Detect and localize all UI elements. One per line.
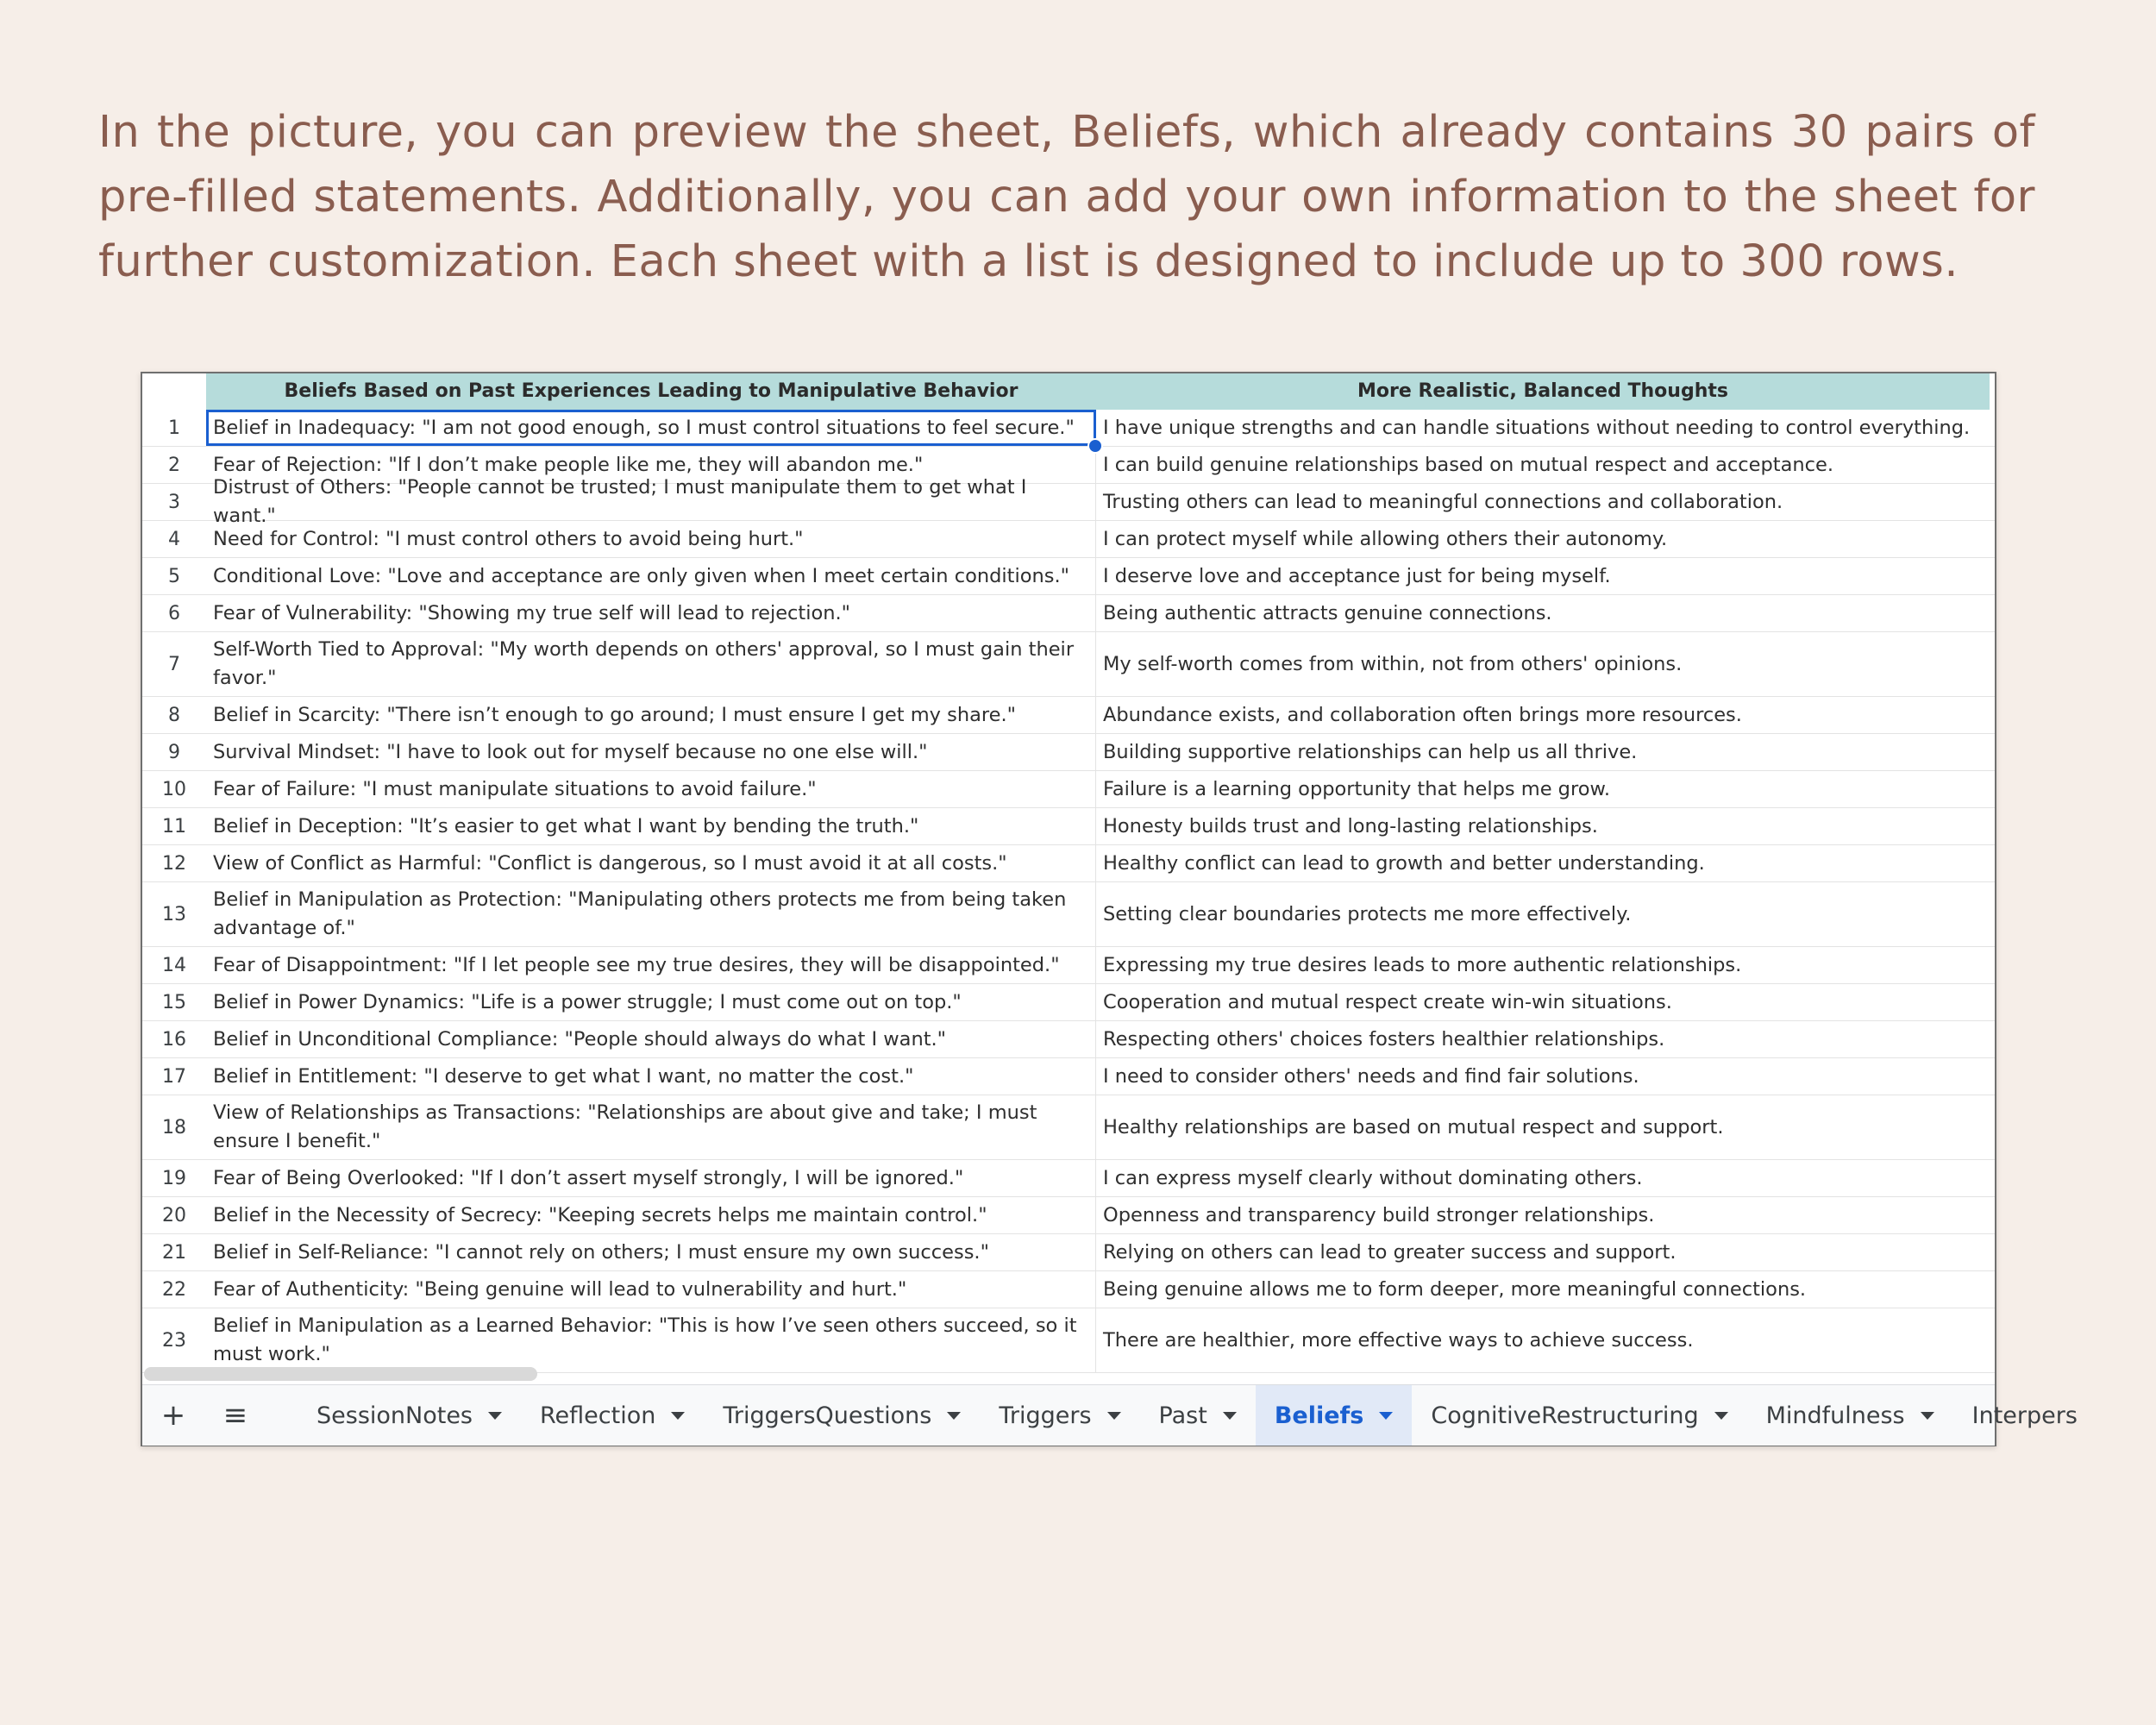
balanced-thought-text: Openness and transparency build stronger relationships. [1103, 1203, 1655, 1226]
belief-text: Distrust of Others: "People cannot be trusted; I must manipulate them to get what I want." [213, 476, 1027, 527]
balanced-thought-cell[interactable] [1096, 410, 1990, 446]
balanced-thought-cell[interactable] [1096, 1160, 1990, 1196]
belief-text: Belief in Inadequacy: "I am not good enough, so I must control situations to feel secure." [213, 416, 1075, 439]
chevron-down-icon[interactable] [1107, 1412, 1121, 1420]
balanced-thought-cell[interactable] [1096, 632, 1990, 696]
balanced-thought-cell[interactable] [1096, 984, 1990, 1020]
belief-cell[interactable] [206, 1308, 1096, 1372]
table-row [142, 558, 1995, 595]
fill-handle[interactable] [1087, 438, 1103, 454]
belief-text: Belief in Scarcity: "There isn’t enough to go around; I must ensure I get my share." [213, 703, 1016, 726]
tab-label: Triggers [999, 1402, 1092, 1429]
balanced-thought-text: My self-worth comes from within, not from others' opinions. [1103, 652, 1683, 675]
belief-cell[interactable] [206, 1160, 1096, 1196]
balanced-thought-text: Building supportive relationships can help us all thrive. [1103, 740, 1638, 763]
belief-cell[interactable] [206, 947, 1096, 983]
belief-text: Belief in Entitlement: "I deserve to get what I want, no matter the cost." [213, 1064, 914, 1088]
sheet-tabs [298, 1385, 2096, 1446]
tab-mindfulness[interactable] [1747, 1385, 1953, 1446]
belief-text: View of Conflict as Harmful: "Conflict is dangerous, so I must avoid it at all costs." [213, 851, 1007, 875]
row-number[interactable]: 13 [162, 903, 186, 925]
table-row [142, 984, 1995, 1021]
balanced-thought-cell[interactable] [1096, 447, 1990, 483]
belief-text: Belief in Self-Reliance: "I cannot rely on others; I must ensure my own success." [213, 1240, 989, 1264]
balanced-thought-text: Setting clear boundaries protects me more effectively. [1103, 902, 1632, 925]
belief-cell[interactable] [206, 632, 1096, 696]
row-number[interactable]: 3 [168, 491, 180, 513]
belief-cell[interactable] [206, 521, 1096, 557]
belief-cell[interactable] [206, 984, 1096, 1020]
intro-paragraph: In the picture, you can preview the sheet, Beliefs, which already contains 30 pairs of pre-filled statements. Additionally, you can add your own information to the sheet for further customization. Each sheet with a list is designed to include up to 300 rows. [98, 107, 2035, 287]
table-row [142, 734, 1995, 771]
tab-cognitiverestructuring[interactable] [1412, 1385, 1746, 1446]
tab-past[interactable] [1140, 1385, 1256, 1446]
chevron-down-icon[interactable] [1714, 1412, 1728, 1420]
belief-text: Belief in Power Dynamics: "Life is a power struggle; I must come out on top." [213, 990, 962, 1013]
belief-cell[interactable] [206, 1271, 1096, 1308]
balanced-thought-text: Failure is a learning opportunity that helps me grow. [1103, 777, 1610, 800]
tab-interpers[interactable] [1953, 1385, 2096, 1446]
belief-text: Belief in Manipulation as a Learned Behavior: "This is how I’ve seen others succeed, so it must work." [213, 1314, 1077, 1365]
tab-beliefs[interactable] [1256, 1385, 1413, 1446]
belief-cell[interactable] [206, 476, 1096, 527]
table-row [142, 1095, 1995, 1160]
chevron-down-icon[interactable] [1223, 1412, 1237, 1420]
table-row [142, 632, 1995, 697]
row-number[interactable]: 9 [168, 741, 180, 763]
row-number[interactable]: 23 [162, 1329, 186, 1352]
row-number[interactable]: 4 [168, 528, 180, 550]
balanced-thought-text: I deserve love and acceptance just for being myself. [1103, 564, 1611, 587]
belief-text: Fear of Being Overlooked: "If I don’t assert myself strongly, I will be ignored." [213, 1166, 964, 1189]
balanced-thought-cell[interactable] [1096, 1197, 1990, 1233]
belief-text: Conditional Love: "Love and acceptance are only given when I meet certain conditions." [213, 564, 1069, 587]
balanced-thought-text: Healthy relationships are based on mutual respect and support. [1103, 1115, 1724, 1138]
row-number[interactable]: 2 [168, 454, 180, 476]
balanced-thought-cell[interactable] [1096, 734, 1990, 770]
belief-cell[interactable] [206, 1058, 1096, 1095]
header-balanced-thoughts[interactable]: More Realistic, Balanced Thoughts [1096, 373, 1990, 410]
belief-cell[interactable] [206, 1197, 1096, 1233]
belief-cell[interactable] [206, 808, 1096, 844]
belief-cell[interactable] [206, 410, 1096, 446]
balanced-thought-cell[interactable] [1096, 947, 1990, 983]
belief-text: Belief in Manipulation as Protection: "Manipulating others protects me from being taken advantage of." [213, 888, 1067, 939]
belief-text: Need for Control: "I must control others to avoid being hurt." [213, 527, 804, 550]
balanced-thought-cell[interactable] [1096, 1234, 1990, 1270]
row-number[interactable]: 16 [162, 1028, 186, 1051]
row-number[interactable]: 22 [162, 1278, 186, 1301]
belief-text: Belief in Deception: "It’s easier to get what I want by bending the truth." [213, 814, 919, 837]
belief-text: Belief in the Necessity of Secrecy: "Keeping secrets helps me maintain control." [213, 1203, 987, 1226]
tab-sessionnotes[interactable] [298, 1385, 521, 1446]
row-number[interactable]: 11 [162, 815, 186, 837]
table-row [142, 882, 1995, 947]
table-row [142, 1197, 1995, 1234]
table-row [142, 410, 1995, 447]
row-number[interactable]: 8 [168, 704, 180, 726]
chevron-down-icon[interactable] [1921, 1412, 1934, 1420]
tab-reflection[interactable] [521, 1385, 704, 1446]
table-row [142, 771, 1995, 808]
balanced-thought-cell[interactable] [1096, 808, 1990, 844]
table-row [142, 1308, 1995, 1373]
balanced-thought-text: There are healthier, more effective ways to achieve success. [1103, 1328, 1694, 1352]
table-row [142, 1234, 1995, 1271]
table-row [142, 595, 1995, 632]
balanced-thought-cell[interactable] [1096, 521, 1990, 557]
row-number[interactable]: 5 [168, 565, 180, 587]
balanced-thought-cell[interactable] [1096, 1308, 1990, 1372]
balanced-thought-cell[interactable] [1096, 558, 1990, 594]
balanced-thought-text: Expressing my true desires leads to more authentic relationships. [1103, 953, 1742, 976]
belief-cell[interactable] [206, 845, 1096, 881]
tab-triggersquestions[interactable] [704, 1385, 980, 1446]
belief-cell[interactable] [206, 1021, 1096, 1057]
row-number[interactable]: 17 [162, 1065, 186, 1088]
belief-text: Fear of Vulnerability: "Showing my true self will lead to rejection." [213, 601, 851, 624]
balanced-thought-cell[interactable] [1096, 882, 1990, 946]
balanced-thought-text: Being genuine allows me to form deeper, more meaningful connections. [1103, 1277, 1807, 1301]
belief-text: View of Relationships as Transactions: "Relationships are about give and take; I must ensure I benefit." [213, 1101, 1037, 1152]
tab-label: Past [1158, 1402, 1207, 1429]
table-row [142, 1021, 1995, 1058]
balanced-thought-text: I can express myself clearly without dominating others. [1103, 1166, 1643, 1189]
rows-container [142, 410, 1995, 1373]
row-number[interactable]: 20 [162, 1204, 186, 1226]
belief-text: Fear of Failure: "I must manipulate situations to avoid failure." [213, 777, 817, 800]
tab-triggers[interactable] [980, 1385, 1139, 1446]
horizontal-scrollbar[interactable] [144, 1367, 537, 1381]
balanced-thought-text: Cooperation and mutual respect create win-win situations. [1103, 990, 1672, 1013]
belief-text: Survival Mindset: "I have to look out for myself because no one else will." [213, 740, 928, 763]
belief-cell[interactable] [206, 595, 1096, 631]
table-row [142, 1160, 1995, 1197]
table-row [142, 947, 1995, 984]
tab-label: Mindfulness [1765, 1402, 1905, 1429]
balanced-thought-text: Relying on others can lead to greater success and support. [1103, 1240, 1677, 1264]
header-beliefs[interactable]: Beliefs Based on Past Experiences Leading to Manipulative Behavior [206, 373, 1096, 410]
tab-label: TriggersQuestions [723, 1402, 932, 1429]
table-row [142, 808, 1995, 845]
sheet-tabs-bar [142, 1384, 2078, 1446]
all-sheets-menu-icon[interactable]: ≡ [222, 1398, 248, 1433]
row-number[interactable]: 18 [162, 1116, 186, 1138]
belief-text: Fear of Rejection: "If I don’t make people like me, they will abandon me." [213, 453, 924, 476]
table-row [142, 476, 1995, 527]
balanced-thought-cell[interactable] [1096, 845, 1990, 881]
chevron-down-icon[interactable] [947, 1412, 961, 1420]
chevron-down-icon[interactable] [671, 1412, 685, 1420]
corner-cell[interactable] [142, 373, 206, 410]
row-number[interactable]: 12 [162, 852, 186, 875]
row-number[interactable]: 15 [162, 991, 186, 1013]
belief-cell[interactable] [206, 558, 1096, 594]
tab-label: Reflection [540, 1402, 656, 1429]
balanced-thought-text: Abundance exists, and collaboration often brings more resources. [1103, 703, 1742, 726]
belief-cell[interactable] [206, 734, 1096, 770]
row-number[interactable]: 6 [168, 602, 180, 624]
belief-text: Self-Worth Tied to Approval: "My worth depends on others' approval, so I must gain their favor." [213, 638, 1075, 689]
belief-text: Fear of Authenticity: "Being genuine will lead to vulnerability and hurt." [213, 1277, 907, 1301]
header-row [142, 373, 1995, 410]
balanced-thought-cell[interactable] [1096, 1021, 1990, 1057]
balanced-thought-text: I need to consider others' needs and find fair solutions. [1103, 1064, 1639, 1088]
table-row [142, 697, 1995, 734]
balanced-thought-text: I can protect myself while allowing others their autonomy. [1103, 527, 1668, 550]
belief-cell[interactable] [206, 771, 1096, 807]
spreadsheet-preview [141, 372, 2078, 1446]
belief-text: Fear of Disappointment: "If I let people see my true desires, they will be disappointed." [213, 953, 1060, 976]
table-row [142, 521, 1995, 558]
balanced-thought-cell[interactable] [1096, 1271, 1990, 1308]
balanced-thought-text: Honesty builds trust and long-lasting relationships. [1103, 814, 1598, 837]
row-number[interactable]: 10 [162, 778, 186, 800]
balanced-thought-cell[interactable] [1096, 484, 1990, 520]
row-number[interactable]: 21 [162, 1241, 186, 1264]
table-row [142, 1058, 1995, 1095]
belief-cell[interactable] [206, 882, 1096, 946]
belief-text: Belief in Unconditional Compliance: "People should always do what I want." [213, 1027, 947, 1051]
tab-label: SessionNotes [317, 1402, 473, 1429]
tab-label: CognitiveRestructuring [1431, 1402, 1699, 1429]
sheet-grid [142, 373, 1995, 1373]
chevron-down-icon[interactable] [488, 1412, 502, 1420]
balanced-thought-cell[interactable] [1096, 697, 1990, 733]
balanced-thought-cell[interactable] [1096, 1058, 1990, 1095]
balanced-thought-text: Trusting others can lead to meaningful connections and collaboration. [1103, 490, 1783, 513]
table-row [142, 845, 1995, 882]
row-number[interactable]: 7 [168, 653, 180, 675]
balanced-thought-text: Healthy conflict can lead to growth and better understanding. [1103, 851, 1705, 875]
balanced-thought-text: Being authentic attracts genuine connections. [1103, 601, 1552, 624]
table-row [142, 1271, 1995, 1308]
balanced-thought-cell[interactable] [1096, 771, 1990, 807]
tab-label: Interpers [1971, 1402, 2078, 1429]
balanced-thought-cell[interactable] [1096, 1095, 1990, 1159]
belief-cell[interactable] [206, 1095, 1096, 1159]
row-number[interactable]: 1 [168, 417, 180, 439]
tab-label: Beliefs [1274, 1402, 1364, 1429]
balanced-thought-text: I can build genuine relationships based on mutual respect and acceptance. [1103, 453, 1833, 476]
belief-cell[interactable] [206, 1234, 1096, 1270]
chevron-down-icon[interactable] [1379, 1412, 1393, 1420]
balanced-thought-text: Respecting others' choices fosters healthier relationships. [1103, 1027, 1665, 1051]
row-number[interactable]: 14 [162, 954, 186, 976]
belief-cell[interactable] [206, 697, 1096, 733]
add-sheet-icon[interactable]: + [160, 1398, 186, 1433]
row-number[interactable]: 19 [162, 1167, 186, 1189]
balanced-thought-text: I have unique strengths and can handle situations without needing to control everything. [1103, 416, 1971, 439]
balanced-thought-cell[interactable] [1096, 595, 1990, 631]
